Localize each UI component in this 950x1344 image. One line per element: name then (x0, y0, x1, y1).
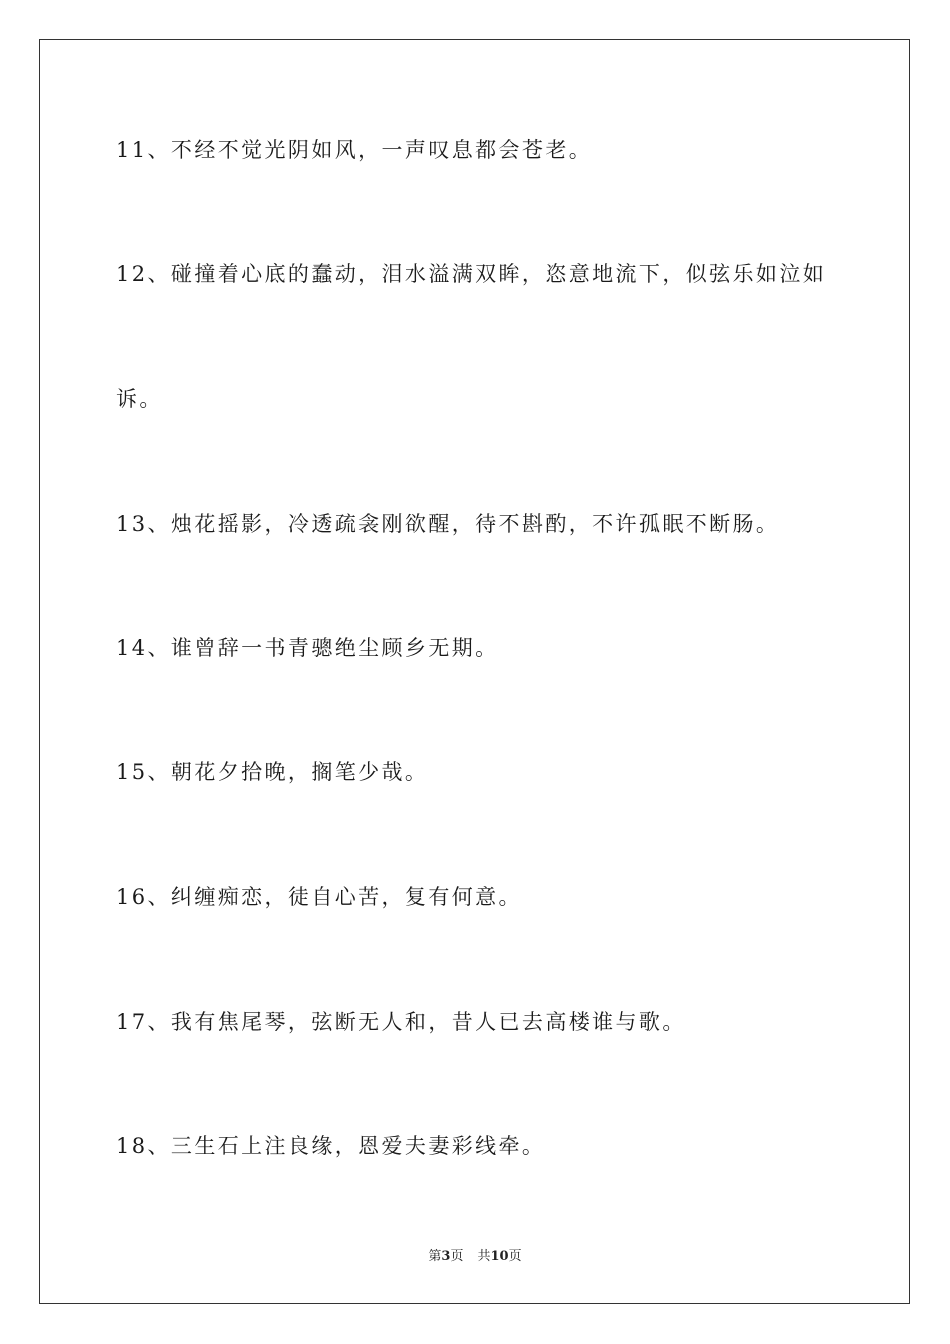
text-line-18: 18、三生石上注良缘，恩爱夫妻彩线牵。 (116, 1134, 546, 1158)
text-line-12-cont: 诉。 (116, 387, 163, 411)
total-suffix: 页 (508, 1249, 522, 1264)
page-number: 3 (441, 1249, 451, 1264)
page-footer (0, 1249, 950, 1265)
text-line-13: 13、烛花摇影，冷透疏衾刚欲醒，待不斟酌，不许孤眠不断肠。 (116, 512, 780, 536)
page-suffix: 页 (450, 1249, 464, 1264)
total-prefix: 共 (477, 1249, 491, 1264)
total-pages: 10 (490, 1249, 509, 1264)
page-border (39, 39, 910, 1304)
text-line-12: 12、碰撞着心底的蠢动，泪水溢满双眸，恣意地流下，似弦乐如泣如 (116, 262, 827, 286)
text-line-11: 11、不经不觉光阴如风，一声叹息都会苍老。 (116, 138, 593, 162)
text-line-17: 17、我有焦尾琴，弦断无人和，昔人已去高楼谁与歌。 (116, 1010, 686, 1034)
text-line-14: 14、谁曾辞一书青骢绝尘顾乡无期。 (116, 636, 499, 660)
page-prefix: 第 (428, 1249, 442, 1264)
text-line-16: 16、纠缠痴恋，徒自心苦，复有何意。 (116, 885, 522, 909)
text-line-15: 15、朝花夕拾晚，搁笔少哉。 (116, 760, 429, 784)
